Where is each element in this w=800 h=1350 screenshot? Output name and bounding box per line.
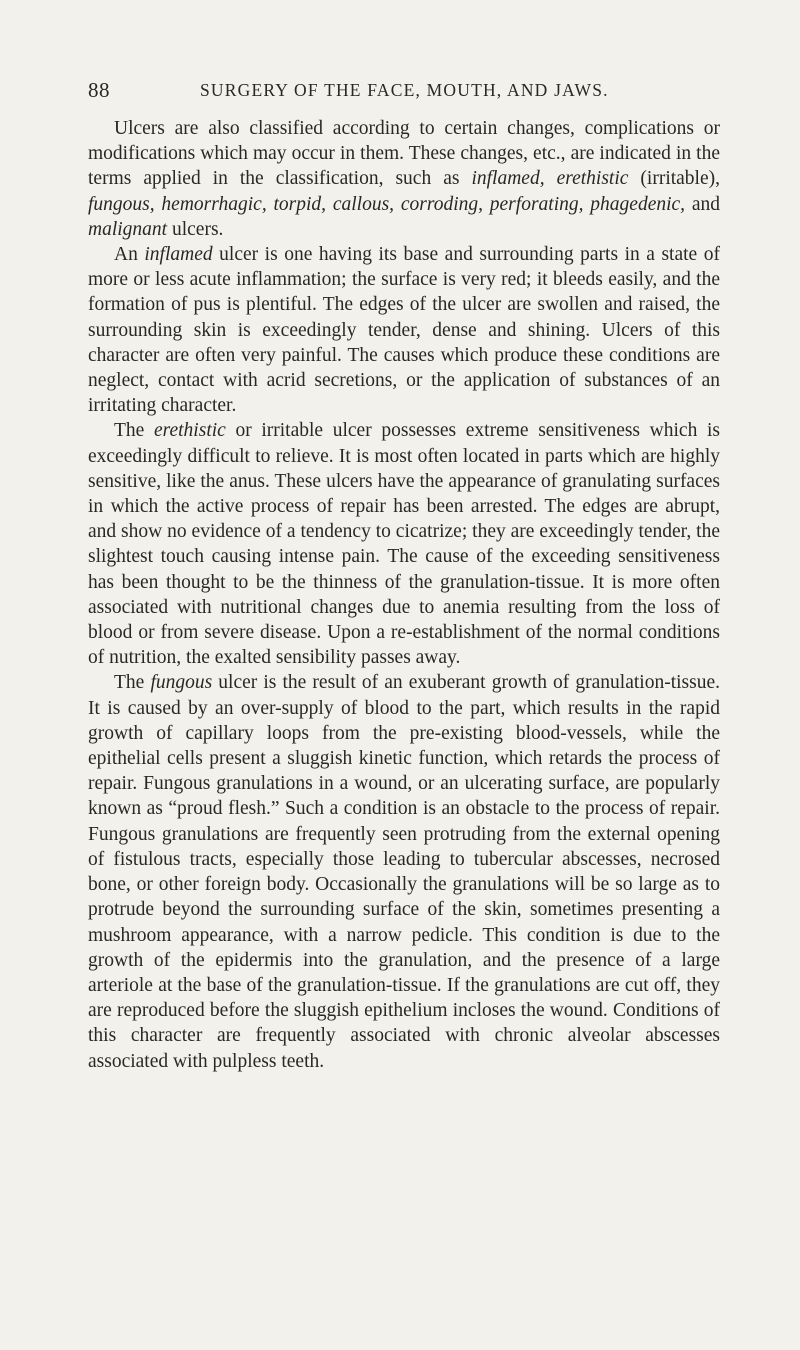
paragraph-fungous-ulcer: [88, 670, 720, 1073]
italic-term: inflamed, erethistic: [471, 168, 629, 190]
paragraph-erethistic-ulcer: [88, 418, 720, 670]
text-run: ulcers.: [167, 218, 224, 240]
paragraph-classification: [88, 116, 720, 242]
text-run: (irritable),: [628, 168, 721, 190]
text-run: and: [685, 193, 720, 215]
page-header: [88, 78, 718, 104]
text-run: The: [114, 672, 151, 694]
paragraph-inflamed-ulcer: [88, 242, 720, 418]
page-number: 88: [88, 78, 110, 102]
italic-term: erethistic: [153, 420, 226, 442]
italic-term: fungous: [150, 672, 213, 694]
body-text: [88, 116, 720, 1074]
text-run: The: [114, 420, 154, 442]
text-run: ulcer is one having its base and surrounding parts in a state of more or less acute inflammation; the surface is very red; it bleeds easily, and the formation of pus is plentiful. The edges of the ulcer are swollen and raised, the surrounding skin is exceedingly tender, dense and shining. Ulcers of this character are often very painful. The causes which produce these conditions are neglect, contact with acrid secretions, or the application of substances of an irritating character.: [88, 244, 720, 417]
running-head: SURGERY OF THE FACE, MOUTH, AND JAWS.: [200, 80, 609, 100]
text-run: Ulcers are also classified according to certain changes, complications or modifications which may occur in them. These changes, etc., are indicated in the terms applied in the classification, such as: [88, 118, 720, 190]
text-run: ulcer is the result of an exuberant growth of granulation-tissue. It is caused by an over-supply of blood to the part, which results in the rapid growth of capillary loops from the pre-existing blood-vessels, while the epithelial cells present a sluggish kinetic function, which retards the process of repair. Fungous granulations in a wound, or an ulcerating surface, are popularly known as “proud flesh.” Such a condition is an obstacle to the process of repair. Fungous granulations are frequently seen protruding from the external opening of fistulous tracts, especially those leading to tubercular abscesses, necrosed bone, or other foreign body. Occasionally the granulations will be so large as to protrude beyond the surrounding surface of the skin, sometimes presenting a mushroom appearance, with a narrow pedicle. This condition is due to the growth of the epidermis into the granulation, and the presence of a large arteriole at the base of the granulation-tissue. If the granulations are cut off, they are reproduced before the sluggish epithelium incloses the wound. Conditions of this character are frequently associated with chronic alveolar abscesses associated with pulpless teeth.: [88, 672, 720, 1072]
text-run: An: [114, 244, 145, 266]
text-run: or irritable ulcer possesses extreme sensitiveness which is exceedingly difficult to relieve. It is most often located in parts which are highly sensitive, like the anus. These ulcers have the appearance of granulating surfaces in which the active process of repair has been arrested. The edges are abrupt, and show no evidence of a tendency to cicatrize; they are exceedingly tender, the slightest touch causing intense pain. The cause of the exceeding sensitiveness has been thought to be the thinness of the granulation-tissue. It is more often associated with nutritional changes due to anemia resulting from the loss of blood or from severe disease. Upon a re-establishment of the normal conditions of nutrition, the exalted sensibility passes away.: [88, 420, 720, 669]
italic-term: fungous, hemorrhagic, torpid, callous, corroding, perforating, phagedenic,: [88, 193, 686, 215]
italic-term: inflamed: [144, 244, 213, 266]
italic-term: malignant: [88, 218, 168, 240]
